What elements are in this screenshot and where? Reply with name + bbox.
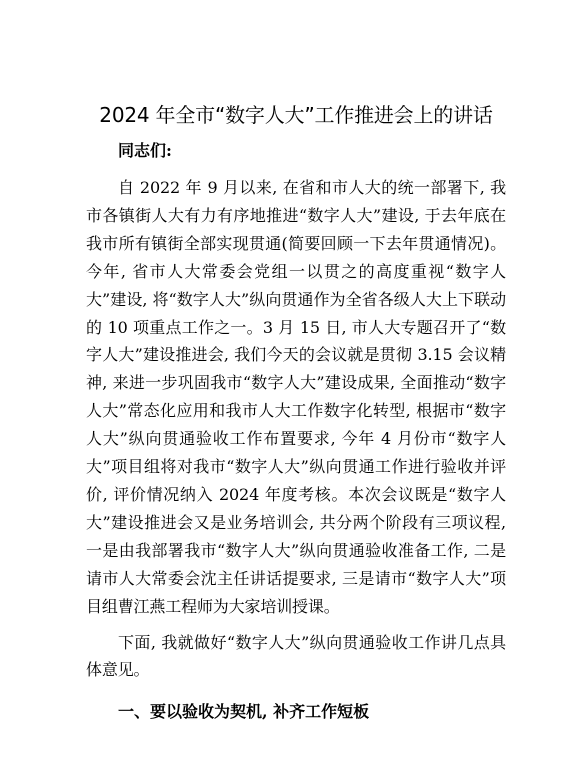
paragraph-intro: 自 2022 年 9 月以来, 在省和市人大的统一部署下, 我市各镇街人大有力有序地推进“数字人大”建设, 于去年底在我市所有镇街全部实现贯通(简要回顾一下去年贯通情况)。今年, 省市人大常委会党组一以贯之的高度重视“数字人大”建设, 将“数字人大”纵向贯通作为全省各级人大上下联动的 10 项重点工作之一。3 月 15 日, 市人大专题召开了“数字人大”建设推进会, 我们今天的会议就是贯彻 3.15 会议精神, 来进一步巩固我市“数字人大”建设成果, 全面推动“数字人大”常态化应用和我市人大工作数字化转型, 根据市“数字人大”纵向贯通验收工作布置要求, 今年 4 月份市“数字人大”项目组将对我市“数字人大”纵向贯通工作进行验收并评价, 评价情况纳入 2024 年度考核。本次会议既是“数字人大”建设推进会又是业务培训会, 共分两个阶段有三项议程, 一是由我部署我市“数字人大”纵向贯通验收准备工作, 二是请市人大常委会沈主任讲话提要求, 三是请市“数字人大”项目组曹江燕工程师为大家培训授课。	[86, 178, 506, 616]
salutation: 同志们:	[118, 141, 172, 160]
document-title: 2024 年全市“数字人大”工作推进会上的讲话	[99, 103, 493, 127]
section-heading-1: 一、要以验收为契机, 补齐工作短板	[118, 702, 370, 722]
paragraph-transition: 下面, 我就做好“数字人大”纵向贯通验收工作讲几点具体意见。	[86, 632, 506, 680]
